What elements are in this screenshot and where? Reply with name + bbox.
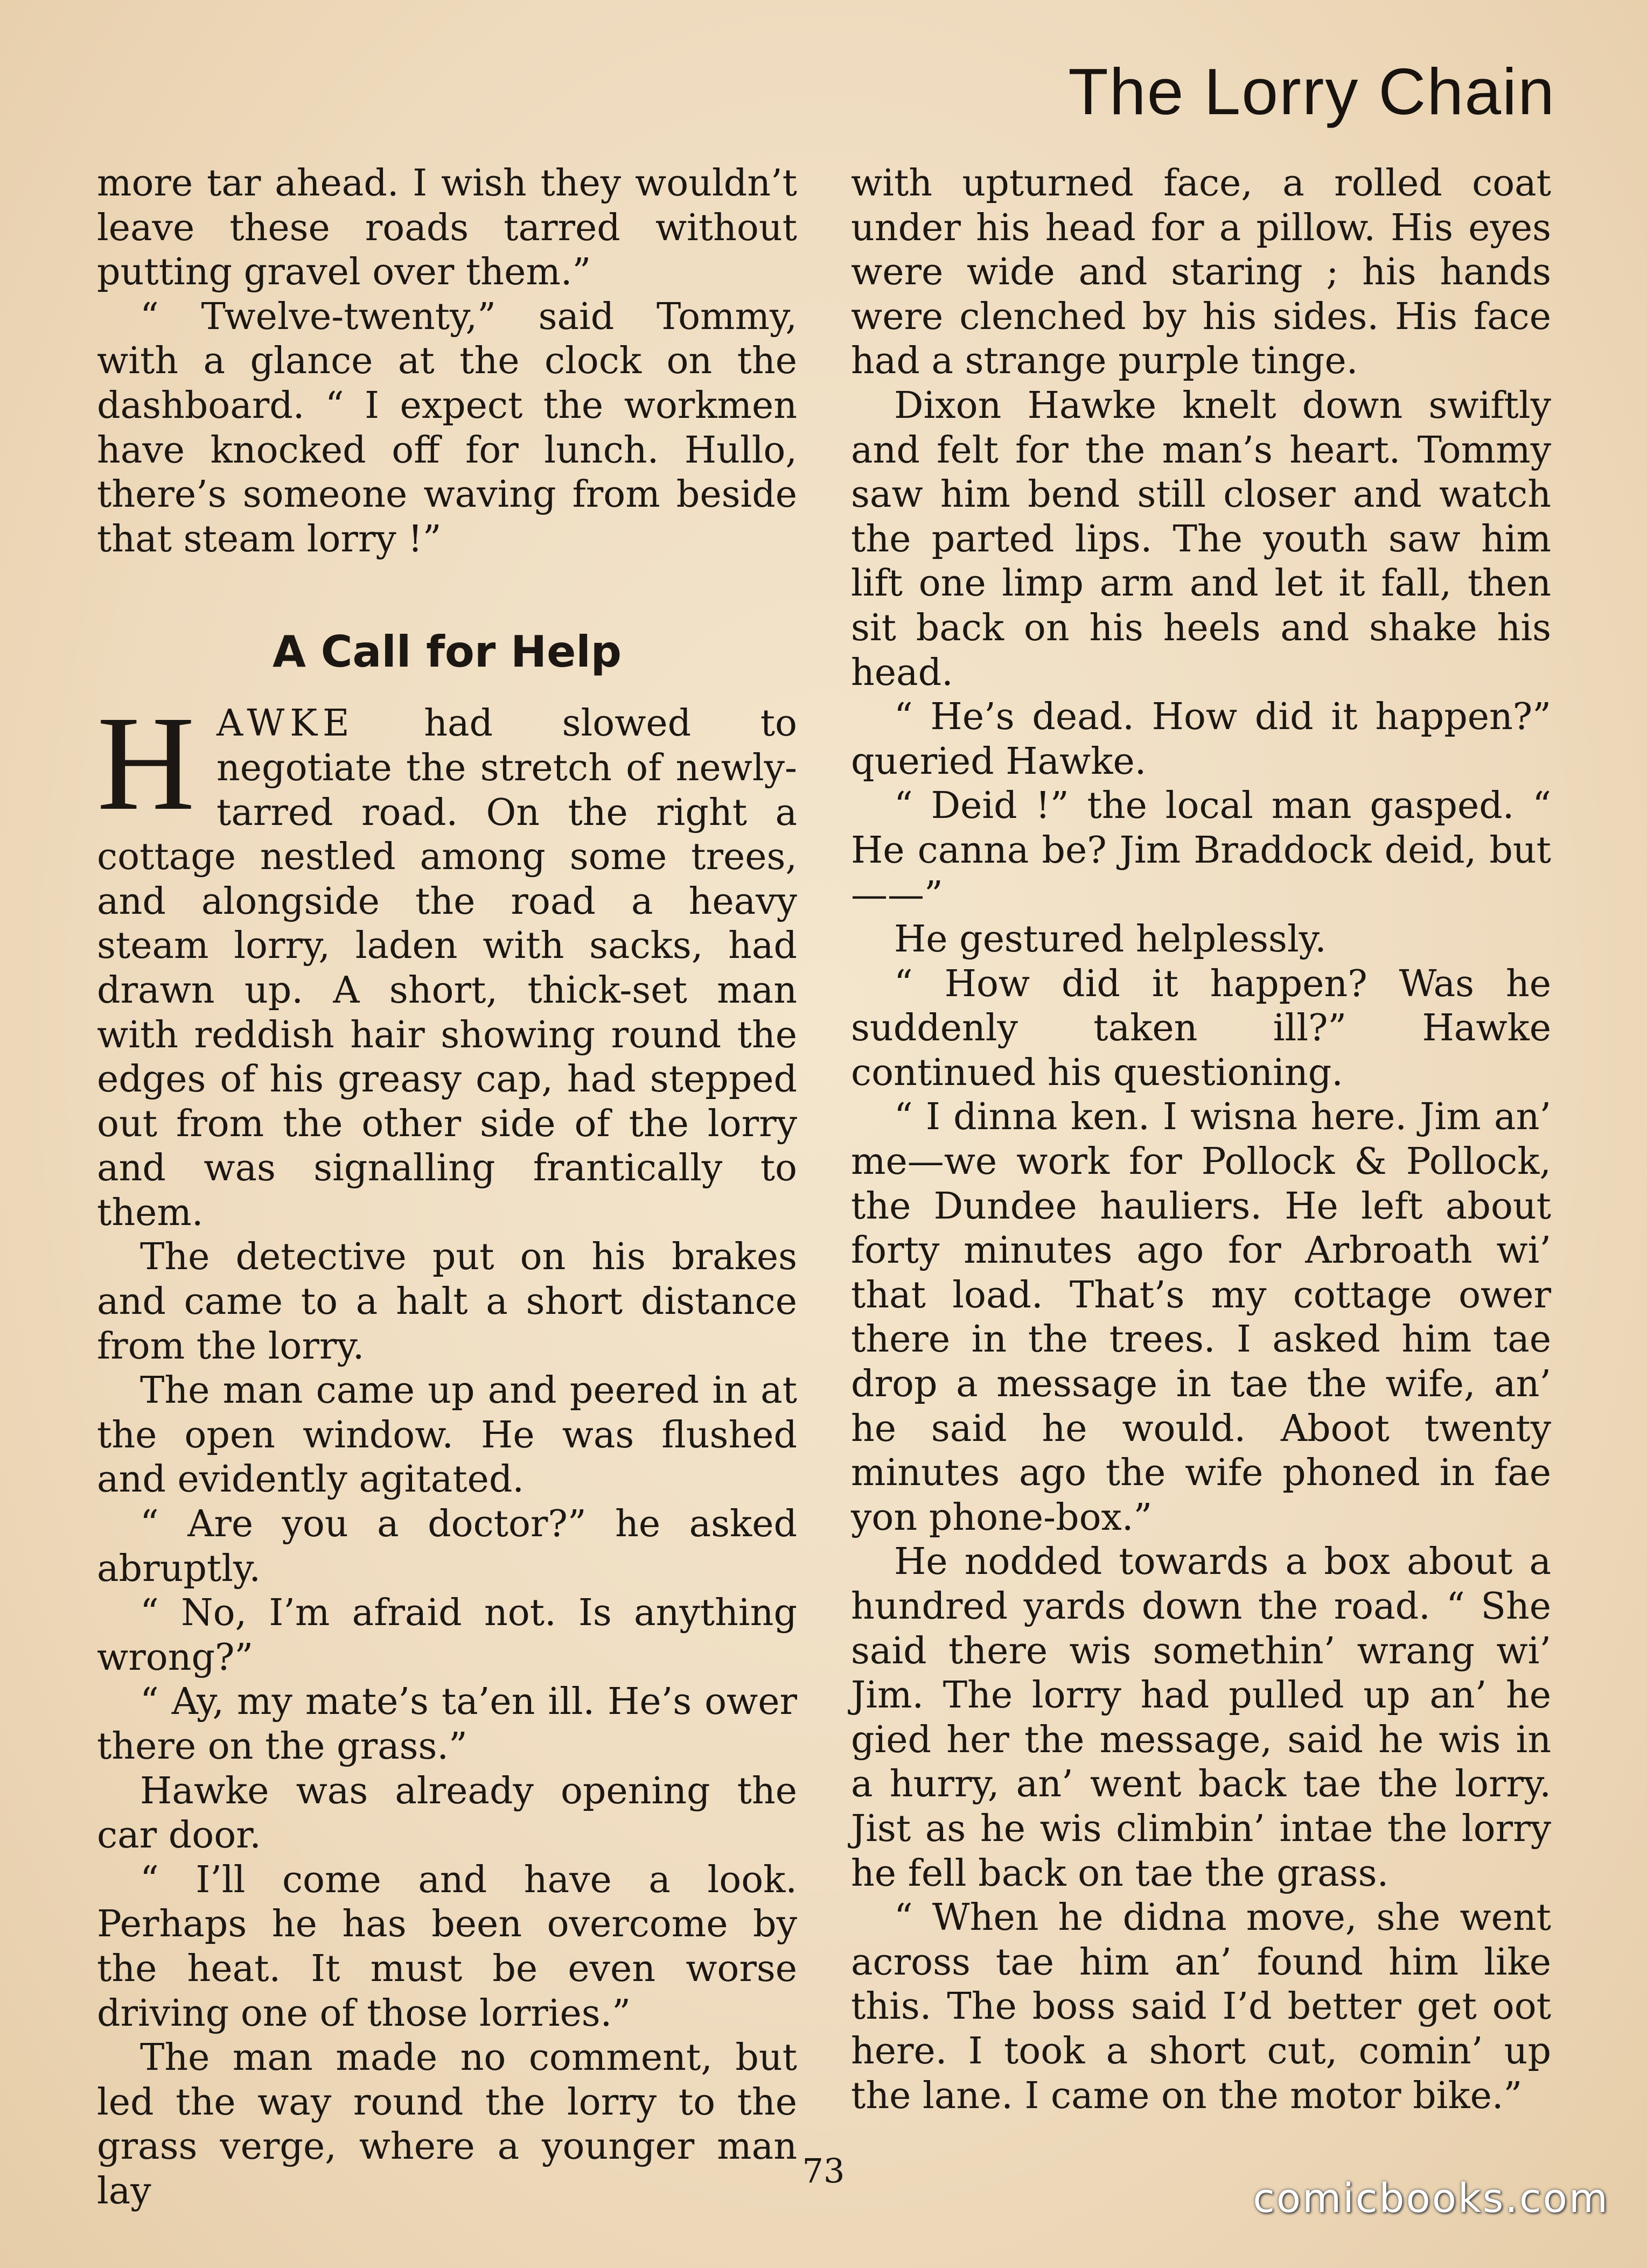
paragraph: The man came up and peered in at the open window. He was flushed and evidently agitated. [97, 1369, 797, 1501]
paragraph: Dixon Hawke knelt down swiftly and felt for the man’s heart. Tommy saw him bend still closer and watch the parted lips. The youth saw him lift one limp arm and let it fall, then sit back on his heels and shake his head. [851, 384, 1551, 694]
paragraph: “ How did it happen? Was he suddenly taken ill?” Hawke continued his questioning. [851, 962, 1551, 1094]
left-column [97, 162, 797, 2214]
small-caps-lead: AWKE [217, 702, 355, 745]
drop-cap: H [97, 688, 195, 839]
section-heading: A Call for Help [272, 627, 622, 677]
paragraph: with upturned face, a rolled coat under his head for a pillow. His eyes were wide and staring ; his hands were clenched by his sides. His face had a strange purple tinge. [851, 162, 1551, 383]
paragraph: “ He’s dead. How did it happen?” queried Hawke. [851, 696, 1551, 783]
right-column [851, 162, 1551, 2118]
paragraph: He gestured helplessly. [894, 918, 1327, 961]
paragraph: “ I’ll come and have a look. Perhaps he has been overcome by the heat. It must be even worse driving one of those lorries.” [97, 1858, 797, 2035]
paragraph-with-dropcap [97, 688, 797, 1235]
paragraph: “ Twelve-twenty,” said Tommy, with a glance at the clock on the dashboard. “ I expect the workmen have knocked off for lunch. Hullo, there’s someone waving from beside that steam lorry !” [97, 295, 797, 561]
running-title: The Lorry Chain [1068, 55, 1555, 128]
paragraph: “ No, I’m afraid not. Is anything wrong?” [97, 1592, 797, 1679]
paragraph: “ Deid !” the local man gasped. “ He canna be? Jim Braddock deid, but——” [851, 785, 1551, 916]
paragraph: “ Are you a doctor?” he asked abruptly. [97, 1503, 797, 1590]
paragraph-text: had slowed to negotiate the stretch of newly-tarred road. On the right a cottage nestled among some trees, and alongside the road a heavy steam lorry, laden with sacks, had drawn up. A short, thick-set man with reddish hair showing round the edges of his greasy cap, had stepped out from the other side of the lorry and was signalling frantically to them. [97, 702, 797, 1234]
paragraph: The detective put on his brakes and came to a halt a short distance from the lorry. [97, 1236, 797, 1368]
watermark: comicbooks.com [1253, 2175, 1609, 2222]
paragraph: “ When he didna move, she went across tae him an’ found him like this. The boss said I’d better get oot here. I took a short cut, comin’ up the lane. I came on the motor bike.” [851, 1896, 1551, 2117]
paragraph: He nodded towards a box about a hundred yards down the road. “ She said there wis somethin’ wrang wi’ Jim. The lorry had pulled up an’ he gied her the message, said he wis in a hurry, an’ went back tae the lorry. Jist as he wis climbin’ intae the lorry he fell back on tae the grass. [851, 1541, 1551, 1895]
paragraph: The man made no comment, but led the way round the lorry to the grass verge, where a younger man lay [97, 2036, 797, 2213]
paragraph: more tar ahead. I wish they wouldn’t leave these roads tarred without putting gravel over them.” [97, 162, 797, 294]
paragraph: Hawke was already opening the car door. [97, 1769, 797, 1857]
paragraph: “ I dinna ken. I wisna here. Jim an’ me—we work for Pollock & Pollock, the Dundee hauliers. He left about forty minutes ago for Arbroath wi’ that load. That’s my cottage ower there in the trees. I asked him tae drop a message in tae the wife, an’ he said he would. Aboot twenty minutes ago the wife phoned in fae yon phone-box.” [851, 1096, 1551, 1539]
page-number: 73 [802, 2151, 845, 2190]
paragraph: “ Ay, my mate’s ta’en ill. He’s ower there on the grass.” [97, 1681, 797, 1768]
